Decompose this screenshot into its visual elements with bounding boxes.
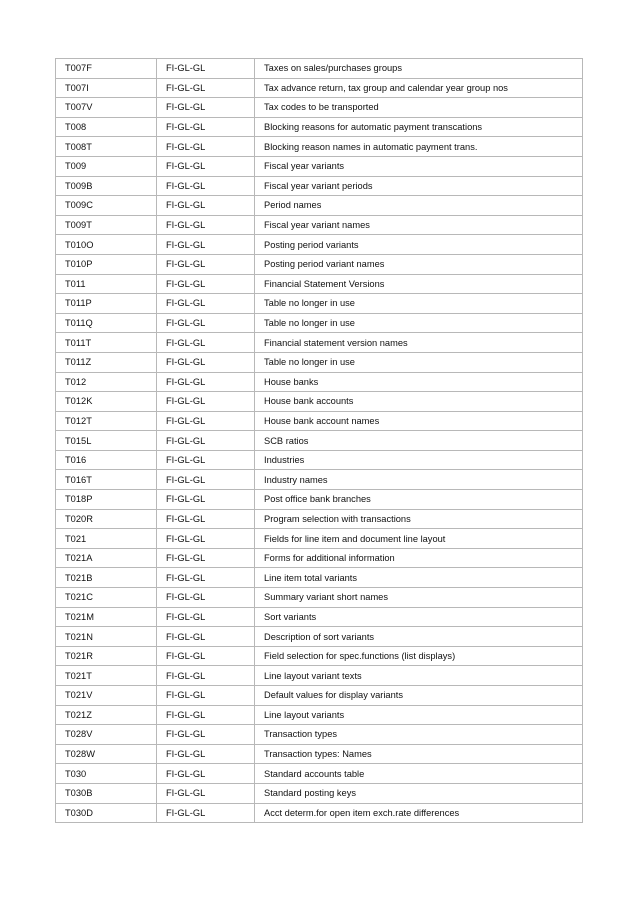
description-cell: Line item total variants — [255, 568, 583, 588]
component-cell: FI-GL-GL — [157, 588, 255, 608]
table-row — [56, 588, 583, 608]
table-row — [56, 352, 583, 372]
table-name-cell: T007V — [56, 98, 157, 118]
component-cell: FI-GL-GL — [157, 215, 255, 235]
component-cell: FI-GL-GL — [157, 411, 255, 431]
component-cell: FI-GL-GL — [157, 783, 255, 803]
table-row — [56, 294, 583, 314]
component-cell: FI-GL-GL — [157, 274, 255, 294]
description-cell: Industry names — [255, 470, 583, 490]
table-name-cell: T030 — [56, 764, 157, 784]
table-row — [56, 196, 583, 216]
table-row — [56, 490, 583, 510]
component-cell: FI-GL-GL — [157, 803, 255, 823]
component-cell: FI-GL-GL — [157, 98, 255, 118]
table-row — [56, 705, 583, 725]
table-row — [56, 392, 583, 412]
table-name-cell: T021R — [56, 646, 157, 666]
table-name-cell: T020R — [56, 509, 157, 529]
table-name-cell: T021Z — [56, 705, 157, 725]
description-cell: Fields for line item and document line layout — [255, 529, 583, 549]
table-name-cell: T011T — [56, 333, 157, 353]
table-name-cell: T021T — [56, 666, 157, 686]
table-name-cell: T010P — [56, 254, 157, 274]
description-cell: Blocking reasons for automatic payment transcations — [255, 117, 583, 137]
component-cell: FI-GL-GL — [157, 372, 255, 392]
description-cell: Default values for display variants — [255, 686, 583, 706]
description-cell: Summary variant short names — [255, 588, 583, 608]
table-name-cell: T015L — [56, 431, 157, 451]
table-row — [56, 78, 583, 98]
table-name-cell: T016T — [56, 470, 157, 490]
table-name-cell: T009 — [56, 156, 157, 176]
description-cell: Blocking reason names in automatic payment trans. — [255, 137, 583, 157]
description-cell: Description of sort variants — [255, 627, 583, 647]
description-cell: Post office bank branches — [255, 490, 583, 510]
component-cell: FI-GL-GL — [157, 568, 255, 588]
table-name-cell: T009T — [56, 215, 157, 235]
table-row — [56, 803, 583, 823]
table-row — [56, 548, 583, 568]
component-cell: FI-GL-GL — [157, 156, 255, 176]
description-cell: Standard posting keys — [255, 783, 583, 803]
table-row — [56, 627, 583, 647]
table-row — [56, 59, 583, 79]
table-name-cell: T018P — [56, 490, 157, 510]
table-name-cell: T007I — [56, 78, 157, 98]
description-cell: House bank account names — [255, 411, 583, 431]
description-cell: Fiscal year variants — [255, 156, 583, 176]
component-cell: FI-GL-GL — [157, 529, 255, 549]
component-cell: FI-GL-GL — [157, 764, 255, 784]
component-cell: FI-GL-GL — [157, 137, 255, 157]
description-cell: Fiscal year variant names — [255, 215, 583, 235]
table-name-cell: T011Q — [56, 313, 157, 333]
component-cell: FI-GL-GL — [157, 725, 255, 745]
component-cell: FI-GL-GL — [157, 235, 255, 255]
table-row — [56, 686, 583, 706]
table-row — [56, 431, 583, 451]
component-cell: FI-GL-GL — [157, 627, 255, 647]
component-cell: FI-GL-GL — [157, 313, 255, 333]
table-name-cell: T012 — [56, 372, 157, 392]
component-cell: FI-GL-GL — [157, 509, 255, 529]
description-cell: Taxes on sales/purchases groups — [255, 59, 583, 79]
component-cell: FI-GL-GL — [157, 470, 255, 490]
component-cell: FI-GL-GL — [157, 78, 255, 98]
table-name-cell: T021N — [56, 627, 157, 647]
table-name-cell: T007F — [56, 59, 157, 79]
table-name-cell: T028W — [56, 744, 157, 764]
description-cell: Tax codes to be transported — [255, 98, 583, 118]
component-cell: FI-GL-GL — [157, 705, 255, 725]
table-body — [56, 59, 583, 823]
component-cell: FI-GL-GL — [157, 744, 255, 764]
description-cell: Transaction types: Names — [255, 744, 583, 764]
table-row — [56, 156, 583, 176]
table-name-cell: T021A — [56, 548, 157, 568]
table-row — [56, 744, 583, 764]
description-cell: Table no longer in use — [255, 294, 583, 314]
table-row — [56, 333, 583, 353]
table-name-cell: T021 — [56, 529, 157, 549]
description-cell: Line layout variants — [255, 705, 583, 725]
table-row — [56, 98, 583, 118]
component-cell: FI-GL-GL — [157, 548, 255, 568]
component-cell: FI-GL-GL — [157, 490, 255, 510]
description-cell: Transaction types — [255, 725, 583, 745]
description-cell: Forms for additional information — [255, 548, 583, 568]
table-row — [56, 215, 583, 235]
table-row — [56, 568, 583, 588]
table-name-cell: T008T — [56, 137, 157, 157]
table-row — [56, 411, 583, 431]
table-row — [56, 764, 583, 784]
table-name-cell: T011 — [56, 274, 157, 294]
sap-table-list — [55, 58, 583, 823]
table-row — [56, 607, 583, 627]
table-name-cell: T008 — [56, 117, 157, 137]
component-cell: FI-GL-GL — [157, 59, 255, 79]
table-name-cell: T010O — [56, 235, 157, 255]
description-cell: Table no longer in use — [255, 352, 583, 372]
component-cell: FI-GL-GL — [157, 450, 255, 470]
table-name-cell: T009C — [56, 196, 157, 216]
component-cell: FI-GL-GL — [157, 333, 255, 353]
component-cell: FI-GL-GL — [157, 607, 255, 627]
table-name-cell: T012T — [56, 411, 157, 431]
description-cell: House banks — [255, 372, 583, 392]
description-cell: SCB ratios — [255, 431, 583, 451]
description-cell: Industries — [255, 450, 583, 470]
description-cell: Period names — [255, 196, 583, 216]
table-row — [56, 509, 583, 529]
table-row — [56, 176, 583, 196]
table-name-cell: T030B — [56, 783, 157, 803]
component-cell: FI-GL-GL — [157, 666, 255, 686]
component-cell: FI-GL-GL — [157, 294, 255, 314]
description-cell: Financial statement version names — [255, 333, 583, 353]
table-name-cell: T021C — [56, 588, 157, 608]
table-row — [56, 783, 583, 803]
component-cell: FI-GL-GL — [157, 431, 255, 451]
component-cell: FI-GL-GL — [157, 176, 255, 196]
component-cell: FI-GL-GL — [157, 117, 255, 137]
table-row — [56, 372, 583, 392]
description-cell: Program selection with transactions — [255, 509, 583, 529]
table-name-cell: T012K — [56, 392, 157, 412]
table-name-cell: T030D — [56, 803, 157, 823]
description-cell: Table no longer in use — [255, 313, 583, 333]
description-cell: Acct determ.for open item exch.rate differences — [255, 803, 583, 823]
table-row — [56, 646, 583, 666]
description-cell: Sort variants — [255, 607, 583, 627]
description-cell: Line layout variant texts — [255, 666, 583, 686]
table-row — [56, 254, 583, 274]
component-cell: FI-GL-GL — [157, 392, 255, 412]
table-row — [56, 666, 583, 686]
table-row — [56, 470, 583, 490]
table-row — [56, 235, 583, 255]
component-cell: FI-GL-GL — [157, 352, 255, 372]
description-cell: Fiscal year variant periods — [255, 176, 583, 196]
table-row — [56, 529, 583, 549]
table-name-cell: T021V — [56, 686, 157, 706]
table-name-cell: T011P — [56, 294, 157, 314]
table-name-cell: T016 — [56, 450, 157, 470]
component-cell: FI-GL-GL — [157, 196, 255, 216]
component-cell: FI-GL-GL — [157, 686, 255, 706]
description-cell: Posting period variants — [255, 235, 583, 255]
table-row — [56, 117, 583, 137]
description-cell: Field selection for spec.functions (list displays) — [255, 646, 583, 666]
table-name-cell: T011Z — [56, 352, 157, 372]
description-cell: Posting period variant names — [255, 254, 583, 274]
table-row — [56, 450, 583, 470]
description-cell: Standard accounts table — [255, 764, 583, 784]
description-cell: Financial Statement Versions — [255, 274, 583, 294]
table-row — [56, 313, 583, 333]
description-cell: House bank accounts — [255, 392, 583, 412]
table-row — [56, 274, 583, 294]
table-name-cell: T021M — [56, 607, 157, 627]
table-row — [56, 137, 583, 157]
table-row — [56, 725, 583, 745]
component-cell: FI-GL-GL — [157, 646, 255, 666]
component-cell: FI-GL-GL — [157, 254, 255, 274]
table-name-cell: T009B — [56, 176, 157, 196]
description-cell: Tax advance return, tax group and calendar year group nos — [255, 78, 583, 98]
table-name-cell: T028V — [56, 725, 157, 745]
table-name-cell: T021B — [56, 568, 157, 588]
